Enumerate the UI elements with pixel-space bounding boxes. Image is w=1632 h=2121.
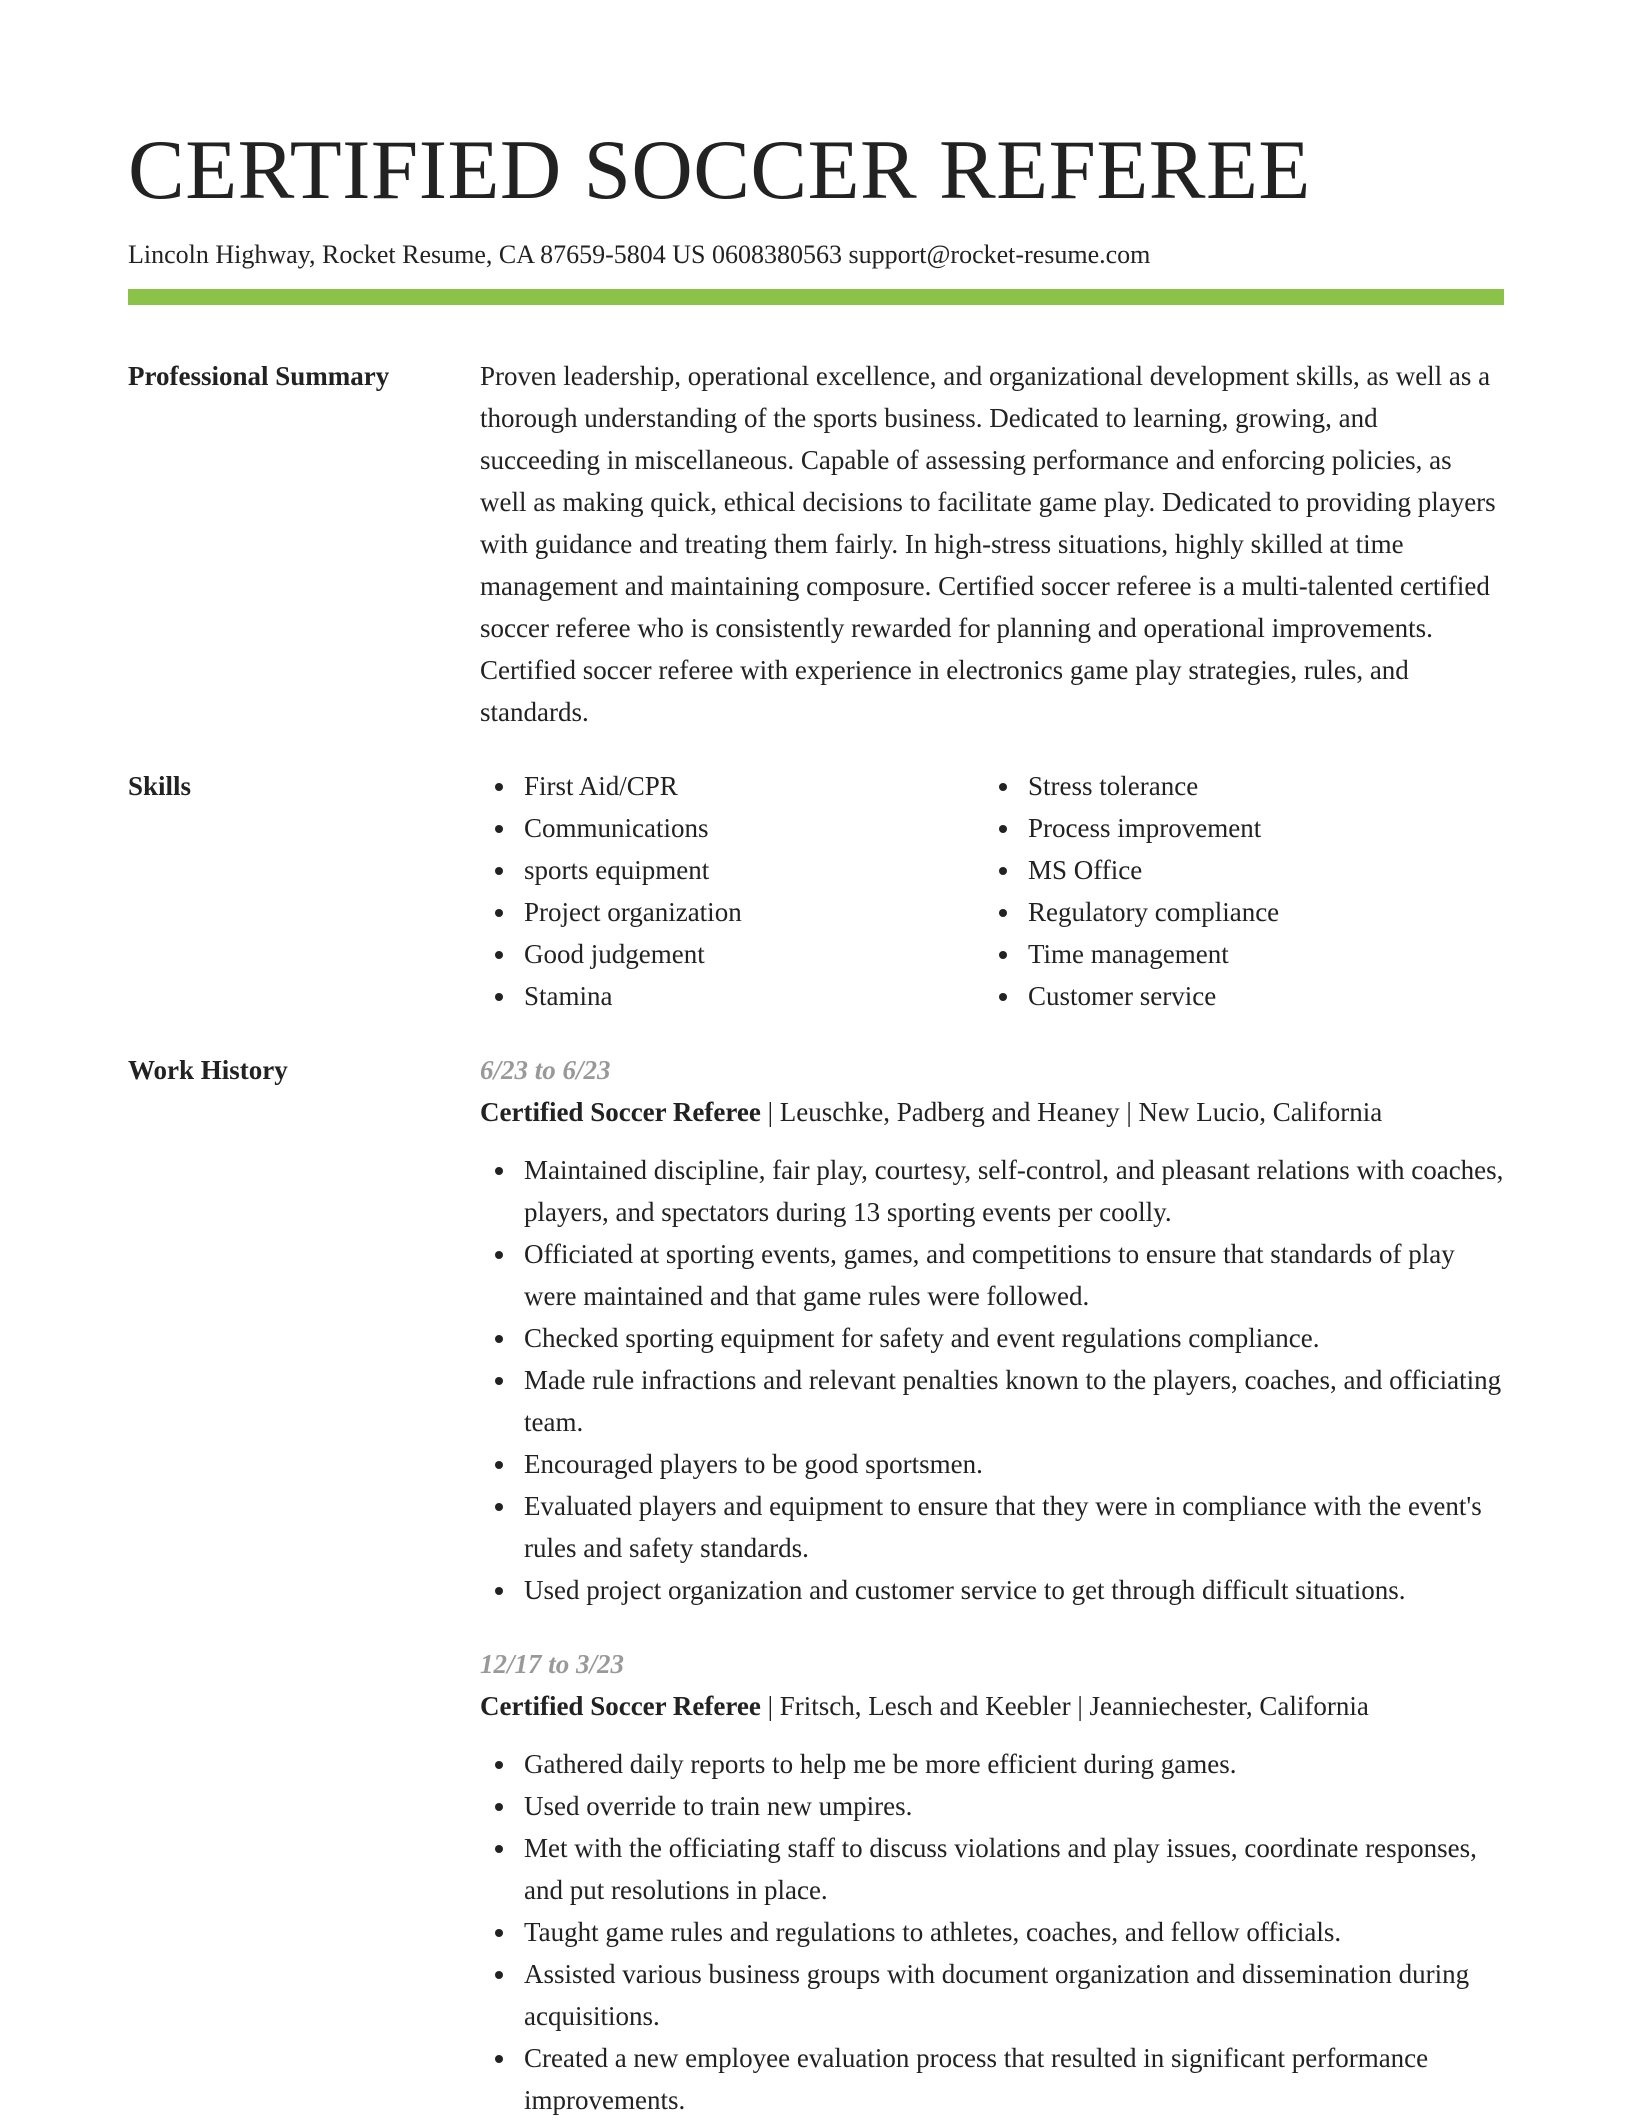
job-employer-location: | Leuschke, Padberg and Heaney | New Lucio, California (760, 1097, 1383, 1127)
skill-item: MS Office (984, 849, 1488, 891)
skill-item: First Aid/CPR (480, 765, 984, 807)
work-history-heading: Work History (128, 1055, 288, 1085)
job-bullet: Maintained discipline, fair play, courtesy, self-control, and pleasant relations with coaches, players, and spectators during 13 sporting events per coolly. (480, 1149, 1504, 1233)
job-heading (480, 1685, 1504, 1727)
skill-item: Communications (480, 807, 984, 849)
skill-item: Project organization (480, 891, 984, 933)
job-bullet: Assisted various business groups with document organization and dissemination during acquisitions. (480, 1953, 1504, 2037)
job-bullet: Checked sporting equipment for safety and event regulations compliance. (480, 1317, 1504, 1359)
skills-heading: Skills (128, 771, 192, 801)
skill-item: sports equipment (480, 849, 984, 891)
job-entry (480, 1643, 1504, 2121)
job-dates: 12/17 to 3/23 (480, 1649, 625, 1679)
contact-line: Lincoln Highway, Rocket Resume, CA 87659-5804 US 0608380563 support@rocket-resume.com (128, 240, 1151, 269)
job-title: Certified Soccer Referee (480, 1691, 761, 1721)
job-bullet: Met with the officiating staff to discuss violations and play issues, coordinate responses, and put resolutions in place. (480, 1827, 1504, 1911)
job-bullet: Officiated at sporting events, games, and competitions to ensure that standards of play were maintained and that game rules were followed. (480, 1233, 1504, 1317)
work-history-body (480, 1049, 1504, 2121)
job-bullet: Used project organization and customer service to get through difficult situations. (480, 1569, 1504, 1611)
job-bullet: Created a new employee evaluation process that resulted in significant performance improvements. (480, 2037, 1504, 2121)
work-history-section (128, 1049, 1504, 2121)
skills-section (128, 765, 1504, 1017)
candidate-name: CERTIFIED SOCCER REFEREE (128, 123, 1311, 217)
skill-item: Good judgement (480, 933, 984, 975)
job-entry (480, 1049, 1504, 1611)
skill-item: Stress tolerance (984, 765, 1488, 807)
skills-list-right (984, 765, 1488, 1017)
job-bullet: Taught game rules and regulations to athletes, coaches, and fellow officials. (480, 1911, 1504, 1953)
accent-divider (128, 289, 1504, 305)
job-bullet: Made rule infractions and relevant penalties known to the players, coaches, and officiating team. (480, 1359, 1504, 1443)
skill-item: Stamina (480, 975, 984, 1017)
skills-columns (480, 765, 1504, 1017)
skill-item: Time management (984, 933, 1488, 975)
skill-item: Customer service (984, 975, 1488, 1017)
job-bullet: Gathered daily reports to help me be more efficient during games. (480, 1743, 1504, 1785)
job-bullet: Evaluated players and equipment to ensure that they were in compliance with the event's rules and safety standards. (480, 1485, 1504, 1569)
skill-item: Regulatory compliance (984, 891, 1488, 933)
job-bullet: Encouraged players to be good sportsmen. (480, 1443, 1504, 1485)
job-title: Certified Soccer Referee (480, 1097, 761, 1127)
job-bullet: Used override to train new umpires. (480, 1785, 1504, 1827)
skill-item: Process improvement (984, 807, 1488, 849)
job-heading (480, 1091, 1504, 1133)
summary-section (128, 355, 1504, 733)
skills-list-left (480, 765, 984, 1017)
summary-text: Proven leadership, operational excellence, and organizational development skills, as well as a thorough understanding of the sports business. Dedicated to learning, growing, and succeeding in miscellaneous. Capable of assessing performance and enforcing policies, as well as making quick, ethical decisions to facilitate game play. Dedicated to providing players with guidance and treating them fairly. In high-stress situations, highly skilled at time management and maintaining composure. Certified soccer referee is a multi-talented certified soccer referee who is consistently rewarded for planning and operational improvements. Certified soccer referee with experience in electronics game play strategies, rules, and standards. (480, 361, 1496, 727)
summary-heading: Professional Summary (128, 361, 390, 391)
job-bullet-list (480, 1743, 1504, 2121)
job-dates: 6/23 to 6/23 (480, 1055, 611, 1085)
job-bullet-list (480, 1149, 1504, 1611)
job-employer-location: | Fritsch, Lesch and Keebler | Jeanniechester, California (760, 1691, 1369, 1721)
